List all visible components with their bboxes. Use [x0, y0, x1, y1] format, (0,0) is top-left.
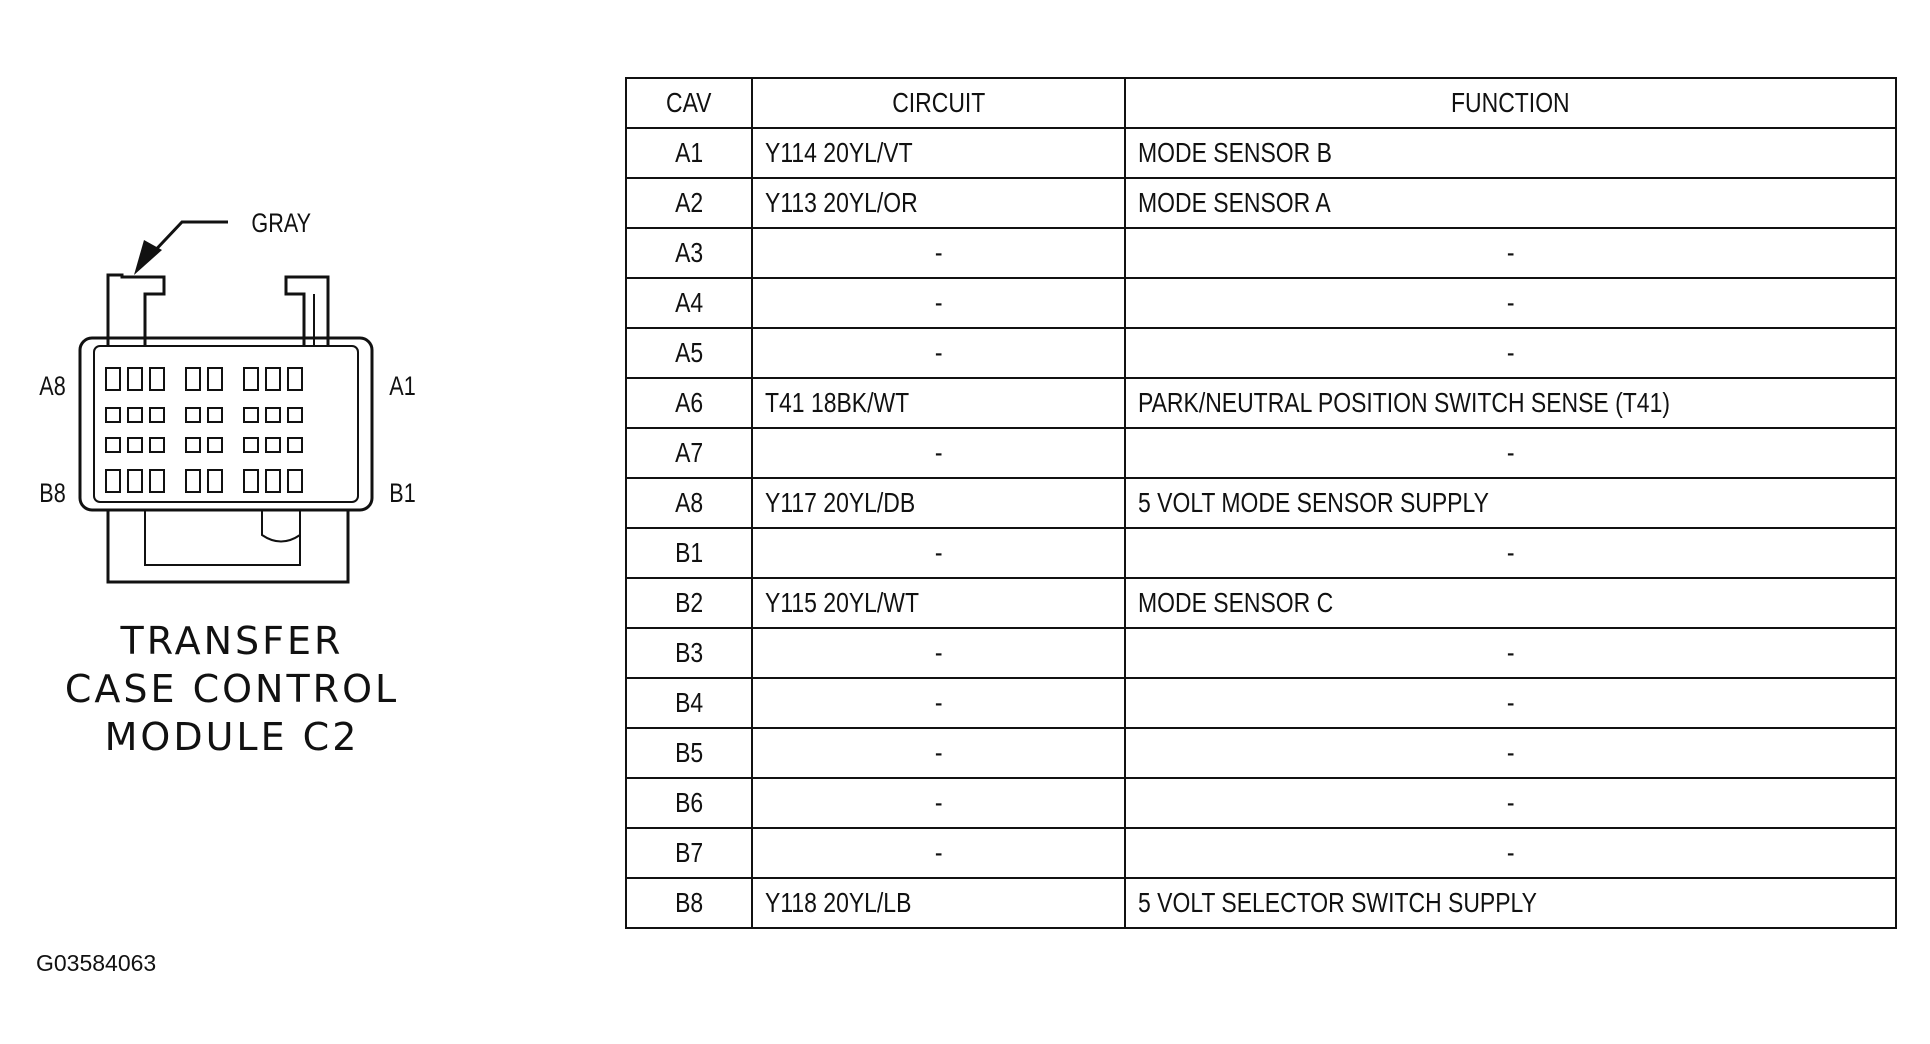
pin-cavity — [186, 408, 200, 422]
pin-cavity — [128, 470, 142, 492]
pin-cavity — [106, 438, 120, 452]
connector-diagram — [0, 0, 600, 1044]
cell-cav: A6 — [626, 378, 752, 428]
cell-function: MODE SENSOR B — [1125, 128, 1896, 178]
cell-cav: B8 — [626, 878, 752, 928]
cell-circuit: T41 18BK/WT — [752, 378, 1125, 428]
module-title-line-2: CASE CONTROL — [64, 667, 400, 711]
pin-cavity — [128, 408, 142, 422]
cell-function: - — [1125, 678, 1896, 728]
cell-circuit: Y114 20YL/VT — [752, 128, 1125, 178]
cell-circuit: - — [752, 778, 1125, 828]
pin-cavity — [150, 438, 164, 452]
pin-cavity — [106, 368, 120, 390]
cell-function: - — [1125, 228, 1896, 278]
cell-cav: A8 — [626, 478, 752, 528]
cell-cav: B3 — [626, 628, 752, 678]
table-row — [626, 478, 1896, 528]
gray-callout-leader — [148, 222, 228, 258]
pin-cavity — [288, 470, 302, 492]
pin-cavity — [208, 408, 222, 422]
cell-function: - — [1125, 278, 1896, 328]
pin-cavity — [186, 368, 200, 390]
cell-circuit: Y115 20YL/WT — [752, 578, 1125, 628]
cell-cav: A3 — [626, 228, 752, 278]
cell-cav: B4 — [626, 678, 752, 728]
pin-cavity — [208, 470, 222, 492]
module-title-line-3: MODULE C2 — [104, 715, 360, 759]
pin-cavity — [150, 408, 164, 422]
table-row — [626, 728, 1896, 778]
table-body — [626, 128, 1896, 928]
connector-color-label: GRAY — [251, 208, 312, 239]
cell-cav: A7 — [626, 428, 752, 478]
table-row — [626, 378, 1896, 428]
cell-function: PARK/NEUTRAL POSITION SWITCH SENSE (T41) — [1125, 378, 1896, 428]
table-row — [626, 228, 1896, 278]
cell-circuit: - — [752, 428, 1125, 478]
cell-circuit: - — [752, 828, 1125, 878]
pinout-table — [625, 77, 1897, 929]
cell-cav: A2 — [626, 178, 752, 228]
pin-cavity — [266, 438, 280, 452]
pin-cavity — [244, 438, 258, 452]
cell-cav: B1 — [626, 528, 752, 578]
image-code: G03584063 — [36, 950, 157, 976]
connector-housing — [80, 338, 372, 510]
cell-circuit: Y118 20YL/LB — [752, 878, 1125, 928]
table-row — [626, 428, 1896, 478]
cell-circuit: - — [752, 628, 1125, 678]
pin-cavity — [128, 438, 142, 452]
table-row — [626, 878, 1896, 928]
pin-cavity — [208, 438, 222, 452]
cell-circuit: - — [752, 728, 1125, 778]
pin-cavity — [150, 368, 164, 390]
pin-cavity — [266, 408, 280, 422]
table-row — [626, 628, 1896, 678]
header-function: FUNCTION — [1125, 78, 1896, 128]
cell-cav: A4 — [626, 278, 752, 328]
table-row — [626, 528, 1896, 578]
table-row — [626, 678, 1896, 728]
table-row — [626, 578, 1896, 628]
cell-circuit: - — [752, 328, 1125, 378]
cell-function: 5 VOLT SELECTOR SWITCH SUPPLY — [1125, 878, 1896, 928]
module-title-line-1: TRANSFER — [120, 619, 344, 663]
pin-cavity — [208, 368, 222, 390]
pin-cavity — [266, 368, 280, 390]
pin-cavity — [244, 470, 258, 492]
table-header-row — [626, 78, 1896, 128]
cell-function: - — [1125, 778, 1896, 828]
table-row — [626, 328, 1896, 378]
cell-function: - — [1125, 428, 1896, 478]
pin-label-b1: B1 — [389, 478, 416, 509]
pin-label-a8: A8 — [39, 371, 66, 402]
connector-housing-inner — [94, 346, 358, 502]
table-row — [626, 178, 1896, 228]
table-row — [626, 828, 1896, 878]
cell-function: - — [1125, 828, 1896, 878]
pin-cavity — [106, 408, 120, 422]
cell-cav: A1 — [626, 128, 752, 178]
header-circuit: CIRCUIT — [752, 78, 1125, 128]
pin-cavity — [106, 470, 120, 492]
pin-cavities — [106, 368, 302, 492]
cell-function: - — [1125, 728, 1896, 778]
pin-cavity — [288, 408, 302, 422]
cell-circuit: Y117 20YL/DB — [752, 478, 1125, 528]
cell-function: - — [1125, 628, 1896, 678]
pin-cavity — [186, 470, 200, 492]
cell-function: MODE SENSOR C — [1125, 578, 1896, 628]
pin-label-a1: A1 — [389, 371, 416, 402]
cell-function: - — [1125, 528, 1896, 578]
pin-cavity — [244, 408, 258, 422]
pin-cavity — [150, 470, 164, 492]
cell-cav: B6 — [626, 778, 752, 828]
cell-cav: B5 — [626, 728, 752, 778]
pin-label-b8: B8 — [39, 478, 66, 509]
pin-cavity — [266, 470, 280, 492]
table-row — [626, 778, 1896, 828]
cell-circuit: - — [752, 678, 1125, 728]
pin-cavity — [288, 438, 302, 452]
cell-cav: B7 — [626, 828, 752, 878]
table-row — [626, 128, 1896, 178]
cell-circuit: Y113 20YL/OR — [752, 178, 1125, 228]
pin-cavity — [128, 368, 142, 390]
left-latch — [108, 275, 164, 347]
cell-cav: B2 — [626, 578, 752, 628]
cell-cav: A5 — [626, 328, 752, 378]
header-cav: CAV — [626, 78, 752, 128]
table-row — [626, 278, 1896, 328]
cell-circuit: - — [752, 278, 1125, 328]
pin-cavity — [186, 438, 200, 452]
cell-function: MODE SENSOR A — [1125, 178, 1896, 228]
cell-function: 5 VOLT MODE SENSOR SUPPLY — [1125, 478, 1896, 528]
pin-cavity — [244, 368, 258, 390]
cell-circuit: - — [752, 228, 1125, 278]
cell-function: - — [1125, 328, 1896, 378]
pin-cavity — [288, 368, 302, 390]
cell-circuit: - — [752, 528, 1125, 578]
connector-keyway — [145, 510, 300, 565]
gray-callout-arrowhead — [134, 240, 162, 275]
